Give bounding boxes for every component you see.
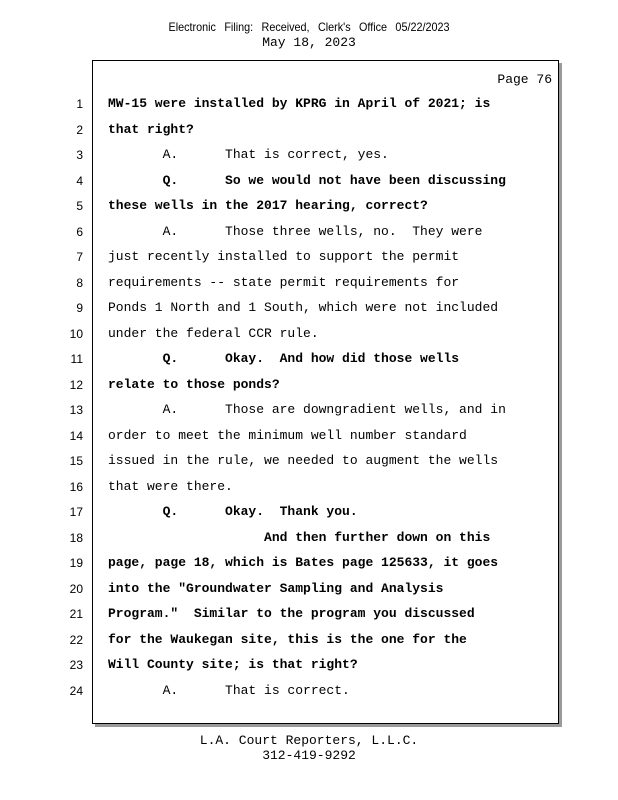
line-number: 18: [69, 530, 83, 545]
line-text: Will County site; is that right?: [108, 657, 358, 672]
line-text: that right?: [108, 121, 194, 137]
line-text: page, page 18, which is Bates page 125633, it goes: [108, 555, 499, 570]
line-text: for the Waukegan site, this is the one for the: [108, 631, 467, 647]
line-number: 24: [69, 683, 83, 698]
line-number: 5: [76, 199, 83, 213]
line-text: Q. So we would not have been discussing: [108, 172, 506, 188]
filing-stamp: Electronic Filing: Received, Clerk's Office 05/22/2023: [168, 20, 450, 34]
transcript-date: May 18, 2023: [262, 35, 356, 50]
line-text: Q. Okay. Thank you.: [108, 504, 358, 519]
line-text: that were there.: [108, 478, 233, 494]
line-text: Program." Similar to the program you discussed: [108, 606, 475, 621]
line-number: 14: [69, 428, 83, 443]
line-text: A. That is correct.: [108, 682, 350, 698]
line-text: And then further down on this: [108, 529, 491, 545]
line-number: 9: [76, 301, 83, 315]
line-text: under the federal CCR rule.: [108, 325, 319, 341]
line-number: 15: [69, 454, 83, 468]
line-text: A. Those are downgradient wells, and in: [108, 402, 506, 417]
line-number: 7: [76, 250, 83, 264]
line-number: 6: [76, 224, 83, 239]
line-text: these wells in the 2017 hearing, correct?: [108, 198, 428, 213]
line-text: into the "Groundwater Sampling and Analysis: [108, 580, 444, 596]
line-number: 13: [69, 403, 83, 417]
line-number: 10: [69, 326, 83, 341]
line-number: 19: [69, 556, 83, 570]
line-text: issued in the rule, we needed to augment the wells: [108, 453, 499, 468]
line-number: 11: [70, 352, 83, 366]
line-number: 20: [69, 581, 83, 596]
line-text: Q. Okay. And how did those wells: [108, 351, 460, 366]
line-number: 23: [69, 658, 83, 672]
line-text: just recently installed to support the permit: [108, 249, 460, 264]
page-number: Page 76: [497, 72, 552, 87]
line-number: 12: [69, 377, 83, 392]
line-number: 16: [69, 479, 83, 494]
line-number: 2: [76, 122, 83, 137]
line-number: 22: [69, 632, 83, 647]
line-number: 3: [76, 148, 83, 162]
line-number: 17: [69, 505, 83, 519]
line-text: MW-15 were installed by KPRG in April of 2021; is: [108, 96, 491, 111]
reporter-name: L.A. Court Reporters, L.L.C.: [199, 733, 419, 748]
line-number: 21: [69, 607, 83, 621]
transcript-page: [69, 60, 559, 724]
line-text: A. Those three wells, no. They were: [108, 223, 483, 239]
line-text: requirements -- state permit requirements for: [108, 274, 460, 290]
line-number: 8: [76, 275, 83, 290]
reporter-phone: 312-419-9292: [262, 748, 356, 763]
line-text: A. That is correct, yes.: [108, 147, 389, 162]
line-number: 1: [76, 97, 83, 111]
line-text: Ponds 1 North and 1 South, which were not included: [108, 300, 499, 315]
line-text: order to meet the minimum well number standard: [108, 427, 467, 443]
line-text: relate to those ponds?: [108, 376, 280, 392]
line-number: 4: [76, 173, 83, 188]
